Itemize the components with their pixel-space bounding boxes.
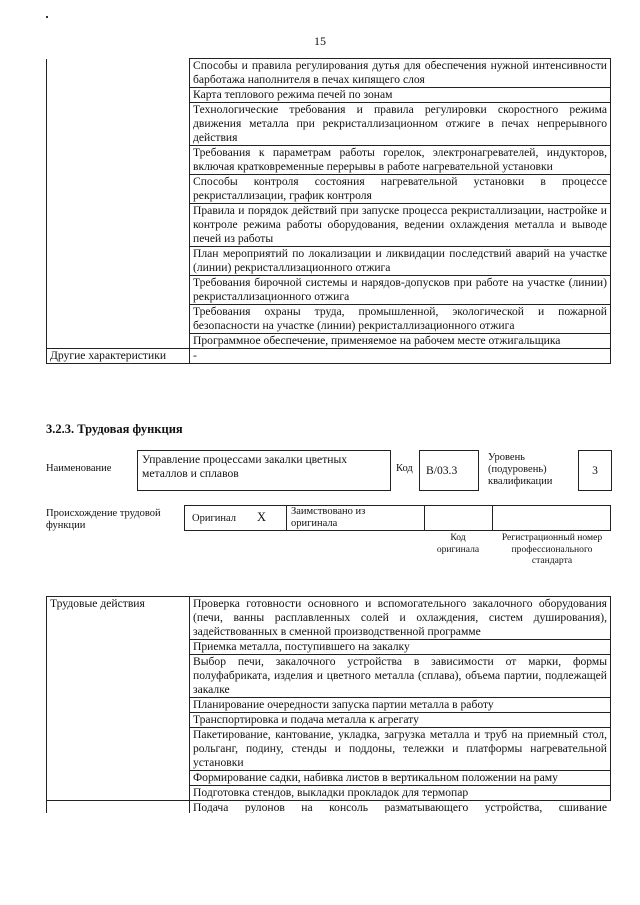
knowledge-table (46, 58, 611, 364)
table-cell-left (47, 334, 190, 349)
scan-dot (46, 16, 48, 18)
cut-row-clip (46, 800, 610, 813)
labor-actions-label: Трудовые действия (47, 597, 190, 801)
labor-actions-table (46, 596, 611, 801)
code-value: B/03.3 (426, 464, 458, 477)
table-row (47, 597, 611, 640)
table-cell-right: Карта теплового режима печей по зонам (190, 88, 611, 103)
table-row (47, 349, 611, 364)
table-cell-left (47, 146, 190, 175)
table-cell-right: Требования бирочной системы и нарядов-допусков при работе на участке (линии) рекристаллизационного отжига (190, 276, 611, 305)
level-value: 3 (592, 464, 598, 477)
table-cell-right: Выбор печи, закалочного устройства в зависимости от марки, формы полуфабриката, изделия и цветного металла (сплава), объема партии, подлежащей закалке (190, 655, 611, 698)
table-cell-right: Пакетирование, кантование, укладка, загрузка металла и труб на приемный стол, рольганг, подину, стенды и поддоны, тележки и платформы нагревательной установки (190, 728, 611, 771)
code-value-box (419, 450, 479, 491)
table-row (47, 247, 611, 276)
table-cell-left (47, 103, 190, 146)
code-label: Код (396, 463, 413, 474)
table-row (47, 204, 611, 247)
table-row (47, 334, 611, 349)
table-cell-right: Проверка готовности основного и вспомогательного закалочного оборудования (печи, ванны расплавленных солей и охлаждения, систем душирования), задействованных в сменной производственной программе (190, 597, 611, 640)
table-cell-left (47, 59, 190, 88)
table-cell-right: - (190, 349, 611, 364)
name-label: Наименование (46, 463, 112, 474)
section-heading: 3.2.3. Трудовая функция (46, 422, 183, 436)
table-cell-left (47, 801, 190, 814)
cut-row-table (46, 800, 610, 813)
table-cell-left (47, 276, 190, 305)
table-cell-left (47, 88, 190, 103)
table-row (47, 59, 611, 88)
table-cell-left (47, 175, 190, 204)
borrowed-label: Заимствовано из оригинала (291, 506, 366, 529)
table-cell-right: Формирование садки, набивка листов в вертикальном положении на раму (190, 771, 611, 786)
table-row (47, 801, 611, 814)
table-row (47, 88, 611, 103)
table-cell-right: Программное обеспечение, применяемое на рабочем месте отжигальщика (190, 334, 611, 349)
origin-label: Происхождение трудовой функции (46, 508, 161, 531)
table-row (47, 305, 611, 334)
level-value-box (578, 450, 612, 491)
page-number: 15 (314, 34, 326, 48)
reg-number-cell (492, 505, 611, 531)
original-cell (184, 505, 287, 531)
table-cell-right: Планирование очередности запуска партии металла в работу (190, 698, 611, 713)
table-cell-right: Приемка металла, поступившего на закалку (190, 640, 611, 655)
table-cell-right: Технологические требования и правила регулировки скоростного режима движения металла при рекристаллизационном отжиге в печах непрерывного действия (190, 103, 611, 146)
table-row (47, 276, 611, 305)
table-cell-right: Способы и правила регулирования дутья для обеспечения нужной интенсивности барботажа наполнителя в печах кипящего слоя (190, 59, 611, 88)
name-value-box (137, 450, 391, 491)
reg-number-caption: Регистрационный номер профессионального стандарта (501, 532, 603, 566)
table-cell-right: Подготовка стендов, выкладки прокладок для термопар (190, 786, 611, 801)
code-original-caption: Код оригинала (436, 532, 480, 555)
table-cell-left: Другие характеристики (47, 349, 190, 364)
borrowed-cell (286, 505, 425, 531)
table-cell-right: Транспортировка и подача металла к агрегату (190, 713, 611, 728)
table-row (47, 103, 611, 146)
table-cell-right: Подача рулонов на консоль разматывающего устройства, сшивание (190, 801, 611, 814)
origin-row (184, 505, 610, 529)
table-row (47, 175, 611, 204)
table-cell-right: Способы контроля состояния нагревательной установки в процессе рекристаллизации, график контроля (190, 175, 611, 204)
level-label: Уровень (подуровень) квалификации (488, 452, 553, 487)
original-label: Оригинал (192, 513, 236, 524)
name-value: Управление процессами закалки цветных металлов и сплавов (142, 453, 348, 480)
table-cell-right: Требования охраны труда, промышленной, экологической и пожарной безопасности на участке (линии) рекристаллизационного отжига (190, 305, 611, 334)
code-original-cell (424, 505, 493, 531)
table-cell-right: План мероприятий по локализации и ликвидации последствий аварий на участке (линии) рекристаллизационного отжига (190, 247, 611, 276)
table-row (47, 146, 611, 175)
table-cell-right: Правила и порядок действий при запуске процесса рекристаллизации, настройке и контроле режима работы оборудования, ведении охлаждения металла и выводе печей из работы (190, 204, 611, 247)
table-cell-left (47, 305, 190, 334)
table-cell-right: Требования к параметрам работы горелок, электронагревателей, индукторов, включая кратковременные перерывы в работе нагревательной установки (190, 146, 611, 175)
original-mark: X (257, 510, 267, 524)
table-cell-left (47, 204, 190, 247)
table-cell-left (47, 247, 190, 276)
